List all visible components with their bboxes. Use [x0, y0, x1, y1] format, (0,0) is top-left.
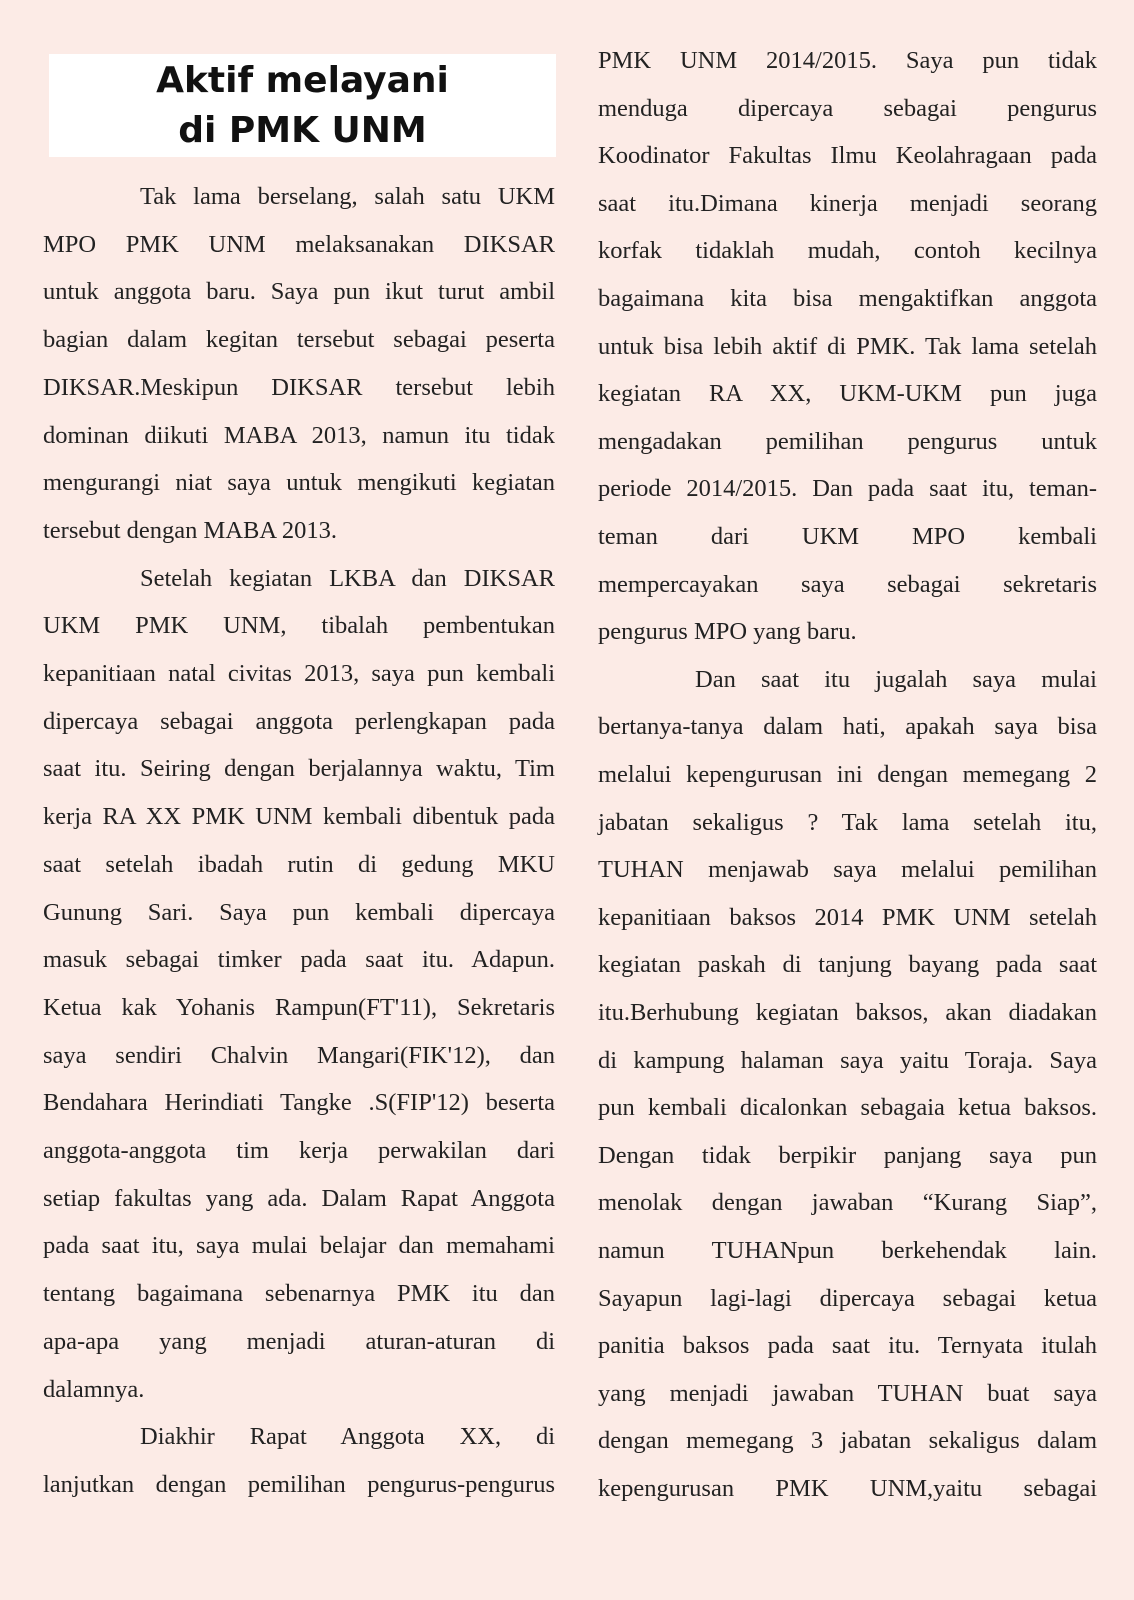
text-line: Ketua kak Yohanis Rampun(FT'11), Sekretaris [43, 993, 555, 1021]
text-line: setiap fakultas yang ada. Dalam Rapat Anggota [43, 1184, 555, 1212]
text-line: korfak tidaklah mudah, contoh kecilnya [598, 237, 1097, 265]
text-line: jabatan sekaligus ? Tak lama setelah itu, [598, 808, 1097, 836]
text-line: kepanitiaan baksos 2014 PMK UNM setelah [598, 903, 1097, 931]
text-line: Setelah kegiatan LKBA dan DIKSAR [140, 564, 555, 592]
text-line: kepanitiaan natal civitas 2013, saya pun kembali [43, 660, 555, 687]
text-line: menduga dipercaya sebagai pengurus [598, 94, 1097, 122]
text-line: pada saat itu, saya mulai belajar dan memahami [43, 1232, 555, 1260]
text-line: pengurus MPO yang baru. [598, 618, 857, 646]
text-line: Dan saat itu jugalah saya mulai [695, 665, 1097, 693]
text-line: namun TUHANpun berkehendak lain. [598, 1237, 1097, 1264]
text-line: TUHAN menjawab saya melalui pemilihan [598, 856, 1097, 884]
text-line: dominan diikuti MABA 2013, namun itu tidak [43, 421, 555, 449]
text-line: untuk bisa lebih aktif di PMK. Tak lama setelah [598, 332, 1097, 360]
text-line: teman dari UKM MPO kembali [598, 523, 1097, 550]
text-line: PMK UNM 2014/2015. Saya pun tidak [598, 47, 1097, 74]
text-line: kegiatan paskah di tanjung bayang pada saat [598, 951, 1097, 979]
text-line: kerja RA XX PMK UNM kembali dibentuk pada [43, 803, 555, 831]
text-line: apa-apa yang menjadi aturan-aturan di [43, 1327, 555, 1355]
text-line: Sayapun lagi-lagi dipercaya sebagai ketua [598, 1284, 1097, 1312]
text-line: Bendahara Herindiati Tangke .S(FIP'12) beserta [43, 1089, 555, 1117]
text-line: anggota-anggota tim kerja perwakilan dari [43, 1137, 555, 1164]
text-line: menolak dengan jawaban “Kurang Siap”, [598, 1189, 1097, 1217]
text-line: itu.Berhubung kegiatan baksos, akan diadakan [598, 999, 1097, 1026]
text-line: kepengurusan PMK UNM,yaitu sebagai [598, 1475, 1097, 1502]
text-line: MPO PMK UNM melaksanakan DIKSAR [43, 230, 555, 258]
text-line: pun kembali dicalonkan sebagaia ketua baksos. [598, 1094, 1097, 1122]
text-line: Dengan tidak berpikir panjang saya pun [598, 1141, 1097, 1169]
article-title-line-2: di PMK UNM [178, 109, 427, 151]
text-line: periode 2014/2015. Dan pada saat itu, teman- [598, 475, 1097, 503]
text-line: bertanya-tanya dalam hati, apakah saya bisa [598, 713, 1097, 741]
text-line: Koodinator Fakultas Ilmu Keolahragaan pada [598, 142, 1097, 170]
text-line: saat itu.Dimana kinerja menjadi seorang [598, 189, 1097, 217]
article-title-line-1: Aktif melayani [156, 59, 449, 101]
text-line: DIKSAR.Meskipun DIKSAR tersebut lebih [43, 373, 555, 401]
text-line: Tak lama berselang, salah satu UKM [140, 183, 555, 210]
text-line: di kampung halaman saya yaitu Toraja. Saya [598, 1046, 1097, 1074]
article-title-box [49, 54, 556, 157]
text-line: Gunung Sari. Saya pun kembali dipercaya [43, 898, 555, 926]
text-line: kegiatan RA XX, UKM-UKM pun juga [598, 380, 1097, 408]
text-line: tentang bagaimana sebenarnya PMK itu dan [43, 1280, 555, 1308]
text-line: panitia baksos pada saat itu. Ternyata itulah [598, 1332, 1097, 1360]
text-line: lanjutkan dengan pemilihan pengurus-pengurus [43, 1470, 555, 1498]
text-line: bagian dalam kegitan tersebut sebagai peserta [43, 326, 555, 354]
text-line: UKM PMK UNM, tibalah pembentukan [43, 612, 555, 640]
text-line: dalamnya. [43, 1375, 145, 1403]
text-line: saat itu. Seiring dengan berjalannya waktu, Tim [43, 755, 555, 783]
text-line: yang menjadi jawaban TUHAN buat saya [598, 1379, 1097, 1407]
text-line: melalui kepengurusan ini dengan memegang 2 [598, 761, 1097, 788]
text-line: dengan memegang 3 jabatan sekaligus dalam [598, 1427, 1097, 1455]
text-line: saat setelah ibadah rutin di gedung MKU [43, 850, 555, 878]
text-line: bagaimana kita bisa mengaktifkan anggota [598, 285, 1097, 312]
text-line: saya sendiri Chalvin Mangari(FIK'12), dan [43, 1041, 555, 1069]
text-line: dipercaya sebagai anggota perlengkapan pada [43, 707, 555, 735]
text-line: untuk anggota baru. Saya pun ikut turut ambil [43, 278, 555, 306]
text-line: masuk sebagai timker pada saat itu. Adapun. [43, 946, 555, 974]
text-line: mengurangi niat saya untuk mengikuti kegiatan [43, 469, 555, 497]
text-line: mengadakan pemilihan pengurus untuk [598, 427, 1097, 455]
text-line: mempercayakan saya sebagai sekretaris [598, 570, 1097, 598]
text-line: tersebut dengan MABA 2013. [43, 516, 337, 544]
text-line: Diakhir Rapat Anggota XX, di [140, 1423, 555, 1451]
